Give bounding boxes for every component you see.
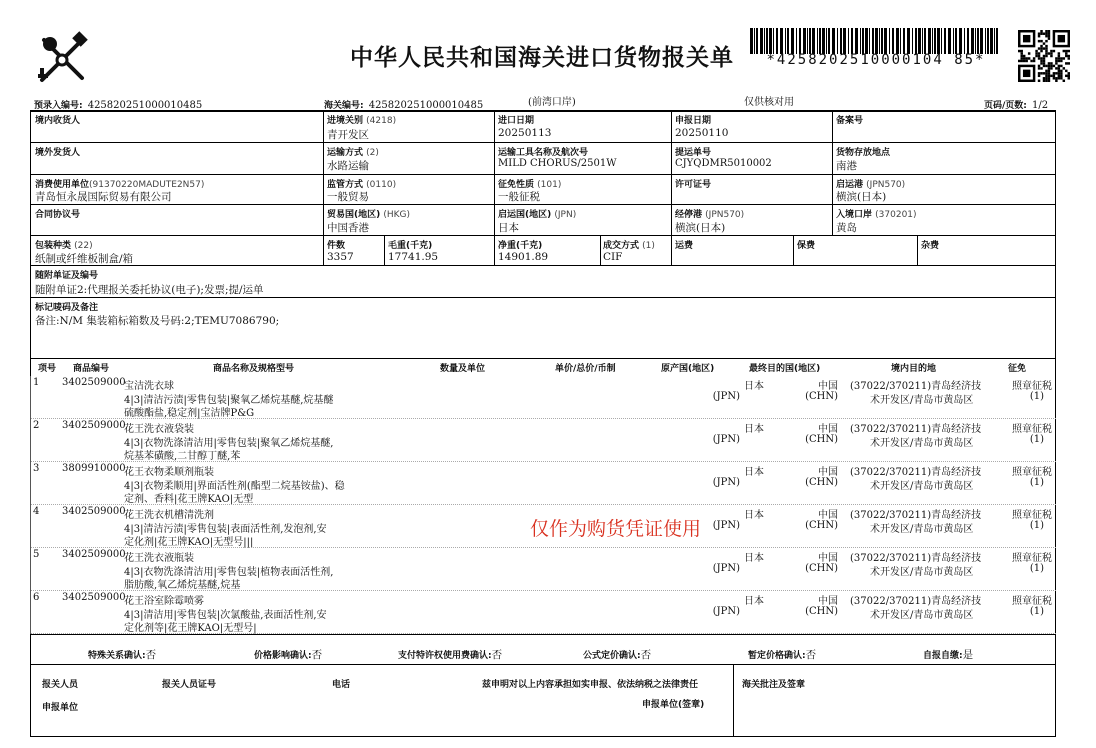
item-no: 1 bbox=[33, 377, 40, 388]
item-dest-code: (CHN) bbox=[805, 520, 838, 531]
depart-port-code: (JPN570) bbox=[866, 180, 906, 190]
pre-entry-label: 预录入编号: bbox=[34, 101, 83, 111]
transport-code: (2) bbox=[366, 148, 379, 158]
item-domestic-line1: (37022/370211)青岛经济技 bbox=[850, 596, 982, 607]
entry-port-code: (370201) bbox=[875, 210, 917, 220]
item-name: 花王衣物柔顺剂瓶装 bbox=[124, 467, 214, 478]
item-levy-code: (1) bbox=[1029, 391, 1044, 402]
item-dest: 中国 bbox=[818, 467, 838, 478]
customs-sign-label: 海关批注及签章 bbox=[742, 680, 806, 690]
row-edge bbox=[30, 548, 31, 591]
col-name: 商品名称及规格型号 bbox=[213, 364, 295, 374]
declare-date-value: 20250110 bbox=[675, 127, 729, 139]
transit-port-code: (JPN570) bbox=[705, 210, 745, 220]
special-label: 特殊关系确认: bbox=[88, 651, 146, 661]
item-name: 花王洗衣机槽清洗剂 bbox=[124, 510, 214, 521]
record-no-label: 备案号 bbox=[836, 116, 864, 126]
entry-port-label bbox=[836, 207, 917, 220]
item-dest: 中国 bbox=[818, 596, 838, 607]
col-levy: 征免 bbox=[1008, 364, 1027, 374]
declarer-label: 报关人员 bbox=[42, 680, 79, 690]
item-spec-line2: 脂肪酸,氧乙烯烷基醚,烷基 bbox=[124, 580, 241, 591]
deal-label bbox=[603, 238, 655, 251]
pre-entry-value: 425820251000010485 bbox=[87, 100, 203, 111]
item-spec-line1: 4|3|衣物柔顺用|界面活性剂(酯型二烷基铵盐)、稳 bbox=[124, 481, 345, 492]
item-domestic-line1: (37022/370211)青岛经济技 bbox=[850, 510, 982, 521]
special-value: 否 bbox=[145, 649, 157, 661]
col-rule bbox=[917, 235, 918, 265]
transit-port-value: 横滨(日本) bbox=[675, 222, 726, 234]
col-rule bbox=[671, 235, 672, 265]
deal-value: CIF bbox=[603, 251, 623, 263]
row-edge bbox=[30, 419, 31, 462]
item-code: 3402509000 bbox=[62, 377, 126, 388]
item-origin: 日本 bbox=[744, 553, 764, 564]
misc-label: 杂费 bbox=[921, 241, 940, 251]
pieces-value: 3357 bbox=[327, 251, 354, 263]
origin-country-value: 日本 bbox=[498, 222, 519, 234]
entry-type-value: 青开发区 bbox=[327, 129, 369, 141]
item-domestic-line2: 术开发区/青岛市黄岛区 bbox=[870, 567, 974, 578]
marks-value: 备注:N/M 集装箱标箱数及号码:2;TEMU7086790; bbox=[35, 315, 280, 327]
rule bbox=[30, 297, 1056, 298]
item-levy-code: (1) bbox=[1029, 434, 1044, 445]
self-value: 是 bbox=[962, 649, 974, 661]
item-domestic-line2: 术开发区/青岛市黄岛区 bbox=[870, 610, 974, 621]
price-impact-confirm bbox=[254, 643, 322, 662]
storage-label: 货物存放地点 bbox=[836, 148, 891, 158]
item-spec-line2: 烷基苯磺酸,二甘醇丁醚,苯 bbox=[124, 451, 241, 462]
item-origin-code: (JPN) bbox=[712, 520, 740, 531]
row-edge bbox=[30, 462, 31, 505]
insurance-label: 保费 bbox=[797, 241, 816, 251]
col-rule bbox=[384, 235, 385, 265]
trade-country-value: 中国香港 bbox=[327, 222, 369, 234]
rule bbox=[30, 358, 1056, 359]
declarer-id-label: 报关人员证号 bbox=[162, 680, 217, 690]
item-levy: 照章征税 bbox=[1012, 596, 1052, 607]
item-levy: 照章征税 bbox=[1012, 381, 1052, 392]
port-name: (前湾口岸) bbox=[528, 97, 576, 108]
item-spec-line1: 4|3|清洁用|零售包装|次氯酸盐,表面活性剂,安 bbox=[124, 610, 327, 621]
license-label: 许可证号 bbox=[675, 180, 712, 190]
pack-label-text: 包装种类 bbox=[35, 241, 72, 251]
rule bbox=[30, 265, 1056, 266]
item-levy-code: (1) bbox=[1029, 477, 1044, 488]
item-spec-line1: 4|3|衣物洗涤清洁用|零售包装|聚氧乙烯烷基醚, bbox=[124, 438, 334, 449]
levy-value: 一般征税 bbox=[498, 191, 540, 203]
customs-no-label: 海关编号: bbox=[324, 101, 364, 111]
item-origin: 日本 bbox=[744, 596, 764, 607]
item-levy-code: (1) bbox=[1029, 606, 1044, 617]
item-levy-code: (1) bbox=[1029, 520, 1044, 531]
item-spec-line2: 定化剂等|花王牌KAO|无型号| bbox=[124, 623, 257, 634]
item-levy: 照章征税 bbox=[1012, 553, 1052, 564]
item-levy: 照章征税 bbox=[1012, 467, 1052, 478]
item-origin: 日本 bbox=[744, 510, 764, 521]
col-rule bbox=[323, 110, 324, 235]
entry-type-code: (4218) bbox=[366, 116, 397, 126]
import-date-label: 进口日期 bbox=[498, 116, 535, 126]
item-domestic-line2: 术开发区/青岛市黄岛区 bbox=[870, 481, 974, 492]
item-domestic-line2: 术开发区/青岛市黄岛区 bbox=[870, 395, 974, 406]
item-domestic-line2: 术开发区/青岛市黄岛区 bbox=[870, 438, 974, 449]
rule bbox=[30, 142, 1056, 143]
item-spec-line1: 4|3|清洁污渍|零售包装|聚氧乙烯烷基醚,烷基醚 bbox=[124, 395, 334, 406]
col-rule bbox=[323, 235, 324, 265]
trade-country-label bbox=[327, 207, 410, 220]
transport-label bbox=[327, 145, 379, 158]
table-row bbox=[30, 419, 1056, 462]
col-price: 单价/总价/币制 bbox=[555, 364, 616, 374]
item-no: 5 bbox=[33, 549, 40, 560]
supervision-code: (0110) bbox=[366, 180, 397, 190]
item-origin-code: (JPN) bbox=[712, 477, 740, 488]
item-dest: 中国 bbox=[818, 381, 838, 392]
item-no: 6 bbox=[33, 592, 40, 603]
col-code: 商品编号 bbox=[73, 364, 110, 374]
self-pay-confirm bbox=[923, 643, 973, 662]
deal-code: (1) bbox=[642, 241, 655, 251]
col-origin: 原产国(地区) bbox=[661, 364, 715, 374]
formula-label: 公式定价确认: bbox=[583, 651, 641, 661]
item-domestic-line2: 术开发区/青岛市黄岛区 bbox=[870, 524, 974, 535]
item-code: 3402509000 bbox=[62, 592, 126, 603]
item-no: 4 bbox=[33, 506, 40, 517]
consumer-label-text: 消费使用单位 bbox=[35, 180, 90, 190]
item-spec-line2: 定化剂|花王牌KAO|无型号||| bbox=[124, 537, 254, 548]
levy-code: (101) bbox=[537, 180, 562, 190]
border-bottom bbox=[30, 736, 1056, 737]
col-dest: 最终目的国(地区) bbox=[749, 364, 821, 374]
transport-label-text: 运输方式 bbox=[327, 148, 364, 158]
col-rule bbox=[733, 664, 734, 736]
page-label: 页码/页数: bbox=[984, 101, 1027, 111]
item-dest: 中国 bbox=[818, 553, 838, 564]
pack-label bbox=[35, 238, 93, 251]
rule bbox=[30, 174, 1056, 175]
provisional-value: 否 bbox=[805, 649, 817, 661]
item-dest-code: (CHN) bbox=[805, 606, 838, 617]
item-dest-code: (CHN) bbox=[805, 434, 838, 445]
item-levy: 照章征税 bbox=[1012, 424, 1052, 435]
unit-label: 申报单位 bbox=[42, 703, 79, 713]
levy-label-text: 征免性质 bbox=[498, 180, 535, 190]
row-edge bbox=[30, 376, 31, 419]
supervision-value: 一般贸易 bbox=[327, 191, 369, 203]
royalty-label: 支付特许权使用费确认: bbox=[398, 651, 492, 661]
item-name: 花王浴室除霉喷雾 bbox=[124, 596, 204, 607]
item-dest: 中国 bbox=[818, 510, 838, 521]
item-spec-line2: 定剂、香料|花王牌KAO|无型 bbox=[124, 494, 254, 505]
trade-country-code: (HKG) bbox=[383, 210, 411, 220]
item-dest-code: (CHN) bbox=[805, 563, 838, 574]
entry-port-label-text: 入境口岸 bbox=[836, 210, 873, 220]
item-spec-line2: 硫酸酯盐,稳定剂|宝洁牌P&G bbox=[124, 408, 255, 419]
col-rule bbox=[494, 235, 495, 265]
col-domestic: 境内目的地 bbox=[891, 364, 937, 374]
trade-country-label-text: 贸易国(地区) bbox=[327, 210, 381, 220]
item-origin-code: (JPN) bbox=[712, 563, 740, 574]
item-origin-code: (JPN) bbox=[712, 391, 740, 402]
table-row bbox=[30, 376, 1056, 419]
phone-label: 电话 bbox=[332, 680, 351, 690]
depart-port-label-text: 启运港 bbox=[836, 180, 864, 190]
docs-value: 随附单证2:代理报关委托协议(电子);发票;提/运单 bbox=[35, 284, 264, 296]
table-row bbox=[30, 462, 1056, 505]
rule bbox=[30, 664, 1056, 665]
contract-label: 合同协议号 bbox=[35, 210, 81, 220]
item-domestic-line1: (37022/370211)青岛经济技 bbox=[850, 424, 982, 435]
gross-label: 毛重(千克) bbox=[388, 241, 433, 251]
item-levy: 照章征税 bbox=[1012, 510, 1052, 521]
price-value: 否 bbox=[311, 649, 323, 661]
col-no: 项号 bbox=[38, 364, 57, 374]
rule bbox=[30, 204, 1056, 205]
page-value: 1/2 bbox=[1031, 100, 1049, 111]
docs-label: 随附单证及编号 bbox=[35, 271, 99, 281]
shipper-label: 境外发货人 bbox=[35, 148, 81, 158]
customs-emblem bbox=[34, 30, 92, 86]
table-row bbox=[30, 548, 1056, 591]
deal-label-text: 成交方式 bbox=[603, 241, 640, 251]
net-value: 14901.89 bbox=[498, 251, 549, 263]
col-qty: 数量及单位 bbox=[440, 364, 486, 374]
transport-value: 水路运输 bbox=[327, 160, 369, 172]
verify-note: 仅供核对用 bbox=[744, 97, 794, 108]
goods-table bbox=[30, 376, 1056, 634]
gross-value: 17741.95 bbox=[388, 251, 439, 263]
item-levy-code: (1) bbox=[1029, 563, 1044, 574]
customs-no-value: 425820251000010485 bbox=[368, 100, 484, 111]
col-rule bbox=[671, 110, 672, 235]
item-origin: 日本 bbox=[744, 424, 764, 435]
border-top bbox=[30, 110, 1056, 112]
item-dest-code: (CHN) bbox=[805, 391, 838, 402]
formula-value: 否 bbox=[640, 649, 652, 661]
entry-port-value: 黄岛 bbox=[836, 222, 857, 234]
entry-type-label-text: 进境关别 bbox=[327, 116, 364, 126]
formula-price-confirm bbox=[583, 643, 651, 662]
depart-port-value: 横滨(日本) bbox=[836, 191, 887, 203]
item-origin-code: (JPN) bbox=[712, 606, 740, 617]
pack-code: (22) bbox=[74, 241, 93, 251]
item-code: 3402509000 bbox=[62, 420, 126, 431]
barcode-text: *4258202510000104 85* bbox=[766, 52, 986, 68]
bl-label: 提运单号 bbox=[675, 148, 712, 158]
vessel-label: 运输工具名称及航次号 bbox=[498, 148, 589, 158]
marks-label: 标记唛码及备注 bbox=[35, 303, 99, 313]
item-name: 花王洗衣液瓶装 bbox=[124, 553, 194, 564]
table-row bbox=[30, 591, 1056, 634]
unit-seal-label: 申报单位(签章) bbox=[642, 700, 705, 710]
item-origin-code: (JPN) bbox=[712, 434, 740, 445]
special-relation-confirm bbox=[88, 643, 156, 662]
item-name: 花王洗衣液袋装 bbox=[124, 424, 194, 435]
item-no: 2 bbox=[33, 420, 40, 431]
col-rule bbox=[494, 110, 495, 235]
item-domestic-line1: (37022/370211)青岛经济技 bbox=[850, 467, 982, 478]
page-title: 中华人民共和国海关进口货物报关单 bbox=[350, 45, 734, 71]
entry-type-label bbox=[327, 113, 396, 126]
item-origin: 日本 bbox=[744, 467, 764, 478]
item-domestic-line1: (37022/370211)青岛经济技 bbox=[850, 553, 982, 564]
col-rule bbox=[832, 110, 833, 235]
rule bbox=[30, 634, 1056, 635]
self-label: 自报自缴: bbox=[923, 651, 963, 661]
declare-date-label: 申报日期 bbox=[675, 116, 712, 126]
consumer-code: (91370220MADUTE2N57) bbox=[89, 180, 205, 190]
row-edge bbox=[30, 591, 31, 634]
provisional-label: 暂定价格确认: bbox=[748, 651, 806, 661]
statement: 兹申明对以上内容承担如实申报、依法纳税之法律责任 bbox=[482, 680, 699, 690]
origin-country-label bbox=[498, 207, 576, 220]
item-dest: 中国 bbox=[818, 424, 838, 435]
rule bbox=[30, 235, 1056, 236]
row-divider bbox=[30, 633, 1056, 634]
item-code: 3402509000 bbox=[62, 549, 126, 560]
item-code: 3402509000 bbox=[62, 506, 126, 517]
item-spec-line1: 4|3|清洁污渍|零售包装|表面活性剂,发泡剂,安 bbox=[124, 524, 327, 535]
vessel-value: MILD CHORUS/2501W bbox=[498, 158, 617, 169]
barcode bbox=[748, 28, 1004, 54]
item-domestic-line1: (37022/370211)青岛经济技 bbox=[850, 381, 982, 392]
freight-label: 运费 bbox=[675, 241, 694, 251]
item-spec-line1: 4|3|衣物洗涤清洁用|零售包装|植物表面活性剂, bbox=[124, 567, 334, 578]
import-date-value: 20250113 bbox=[498, 127, 552, 139]
item-dest-code: (CHN) bbox=[805, 477, 838, 488]
royalty-value: 否 bbox=[491, 649, 503, 661]
consumer-value: 青岛恒永晟国际贸易有限公司 bbox=[35, 191, 172, 203]
item-no: 3 bbox=[33, 463, 40, 474]
royalty-confirm bbox=[398, 643, 502, 662]
storage-value: 南港 bbox=[836, 160, 857, 172]
origin-country-code: (JPN) bbox=[554, 210, 577, 220]
item-origin: 日本 bbox=[744, 381, 764, 392]
col-rule bbox=[793, 235, 794, 265]
pack-value: 纸制或纤维板制盒/箱 bbox=[35, 253, 134, 265]
provisional-price-confirm bbox=[748, 643, 816, 662]
bl-value: CJYQDMR5010002 bbox=[675, 158, 772, 169]
qr-code bbox=[1018, 30, 1070, 82]
transit-port-label-text: 经停港 bbox=[675, 210, 703, 220]
transit-port-label bbox=[675, 207, 744, 220]
item-name: 宝洁洗衣球 bbox=[124, 381, 174, 392]
price-label: 价格影响确认: bbox=[254, 651, 312, 661]
purchase-voucher-stamp: 仅作为购货凭证使用 bbox=[530, 518, 702, 540]
row-edge bbox=[30, 505, 31, 548]
consignee-label: 境内收货人 bbox=[35, 116, 81, 126]
pieces-label: 件数 bbox=[327, 241, 346, 251]
col-rule bbox=[600, 235, 601, 265]
net-label: 净重(千克) bbox=[498, 241, 543, 251]
item-code: 3809910000 bbox=[62, 463, 126, 474]
origin-country-label-text: 启运国(地区) bbox=[498, 210, 552, 220]
supervision-label-text: 监管方式 bbox=[327, 180, 364, 190]
